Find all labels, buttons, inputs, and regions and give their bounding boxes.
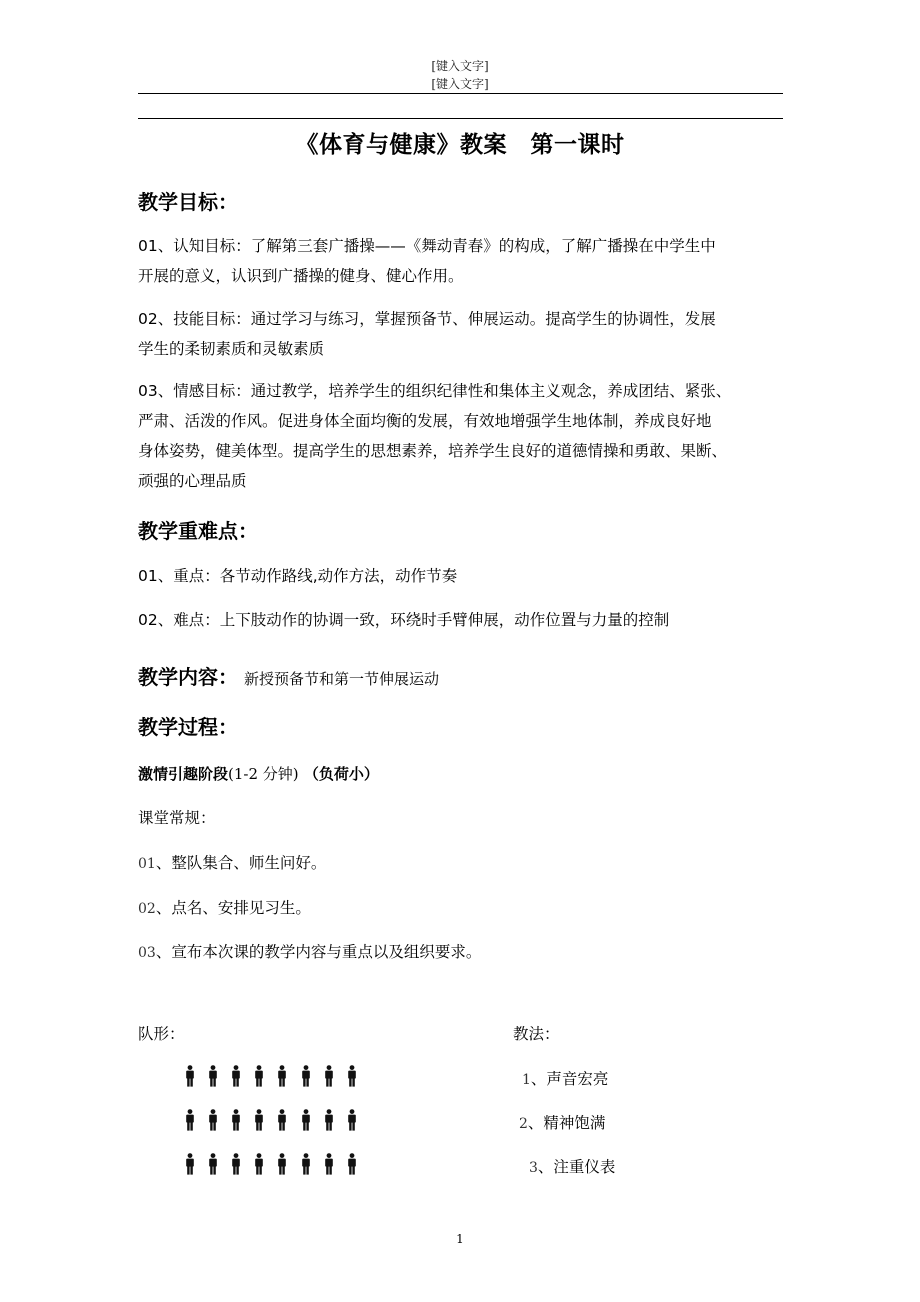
teaching-3-num: 3 xyxy=(529,1160,538,1176)
title-rule xyxy=(138,118,783,119)
person-icon xyxy=(224,1153,247,1177)
content-heading-label: 教学内容： xyxy=(138,665,238,689)
person-icon xyxy=(178,1065,201,1089)
stage-title xyxy=(138,763,379,784)
goal-2-line-2: 学生的柔韧素质和灵敏素质 xyxy=(138,340,325,358)
person-icon xyxy=(178,1109,201,1133)
keypoint-item-1 xyxy=(138,561,798,591)
keypoint-item-2 xyxy=(138,605,798,635)
content-heading xyxy=(138,661,439,690)
teaching-3-text: 、注重仪表 xyxy=(537,1158,616,1176)
formation-row-1 xyxy=(178,1065,364,1089)
person-icon xyxy=(248,1153,271,1177)
routine-label: 课堂常规： xyxy=(138,809,216,827)
goal-3-line-3: 身体姿势，健美体型。提高学生的思想素养，培养学生良好的道德情操和勇敢、果断、 xyxy=(138,442,728,460)
person-icon xyxy=(340,1065,363,1089)
formation-label: 队形： xyxy=(138,1025,185,1043)
person-icon xyxy=(224,1065,247,1089)
person-icon xyxy=(294,1109,317,1133)
person-icon xyxy=(340,1153,363,1177)
formation-row-2 xyxy=(178,1109,364,1133)
person-icon xyxy=(201,1153,224,1177)
goal-3-line-4: 顽强的心理品质 xyxy=(138,472,247,490)
goal-2-line-1: 02、技能目标：通过学习与练习，掌握预备节、伸展运动。提高学生的协调性，发展 xyxy=(138,310,716,328)
stage-time: (1-2 分钟) xyxy=(228,765,299,783)
routine-item-2 xyxy=(138,896,311,918)
stage-load: （负荷小） xyxy=(303,765,379,783)
person-icon xyxy=(317,1065,340,1089)
goal-1-line-1: 01、认知目标：了解第三套广播操——《舞动青春》的构成，了解广播操在中学生中 xyxy=(138,237,716,255)
routine-item-1 xyxy=(138,851,326,873)
routine-2-text: 、点名、安排见习生。 xyxy=(155,899,311,917)
goal-1-line-2: 开展的意义，认识到广播操的健身、健心作用。 xyxy=(138,267,464,285)
teaching-item-3 xyxy=(529,1155,615,1177)
header-line-1: [键入文字] xyxy=(431,59,489,73)
person-icon xyxy=(248,1109,271,1133)
person-icon xyxy=(317,1153,340,1177)
person-icon xyxy=(201,1065,224,1089)
routine-1-num: 01 xyxy=(138,856,156,872)
person-icon xyxy=(271,1109,294,1133)
goal-item-2 xyxy=(138,304,798,364)
routine-3-num: 03 xyxy=(138,945,156,961)
goal-item-3 xyxy=(138,376,798,496)
teaching-2-num: 2 xyxy=(519,1116,528,1132)
goal-3-line-1: 03、情感目标：通过教学，培养学生的组织纪律性和集体主义观念，养成团结、紧张、 xyxy=(138,382,732,400)
goals-heading: 教学目标： xyxy=(138,190,238,214)
stage-name: 激情引趣阶段 xyxy=(138,765,229,783)
keypoint-1-text: 01、重点：各节动作路线,动作方法，动作节奏 xyxy=(138,567,458,585)
header-rule xyxy=(138,93,783,94)
person-icon xyxy=(317,1109,340,1133)
formation-row-3 xyxy=(178,1153,364,1177)
routine-3-text: 、宣布本次课的教学内容与重点以及组织要求。 xyxy=(155,943,482,961)
routine-1-text: 、整队集合、师生问好。 xyxy=(155,854,327,872)
person-icon xyxy=(224,1109,247,1133)
keypoint-2-text: 02、难点：上下肢动作的协调一致，环绕时手臂伸展，动作位置与力量的控制 xyxy=(138,611,670,629)
teaching-label: 教法： xyxy=(513,1025,560,1043)
header-line-2: [键入文字] xyxy=(431,77,489,91)
goal-item-1 xyxy=(138,231,798,291)
routine-2-num: 02 xyxy=(138,901,156,917)
person-icon xyxy=(340,1109,363,1133)
person-icon xyxy=(248,1065,271,1089)
teaching-1-num: 1 xyxy=(522,1072,531,1088)
person-icon xyxy=(178,1153,201,1177)
goal-3-line-2: 严肃、活泼的作风。促进身体全面均衡的发展，有效地增强学生地体制，养成良好地 xyxy=(138,412,712,430)
teaching-1-text: 、声音宏亮 xyxy=(530,1070,609,1088)
person-icon xyxy=(271,1153,294,1177)
teaching-2-text: 、精神饱满 xyxy=(527,1114,606,1132)
content-text: 新授预备节和第一节伸展运动 xyxy=(244,670,440,688)
teaching-item-2 xyxy=(519,1111,605,1133)
page-number: 1 xyxy=(456,1232,464,1246)
teaching-item-1 xyxy=(522,1067,608,1089)
person-icon xyxy=(271,1065,294,1089)
person-icon xyxy=(294,1153,317,1177)
process-heading: 教学过程： xyxy=(138,715,238,739)
person-icon xyxy=(294,1065,317,1089)
person-icon xyxy=(201,1109,224,1133)
page-title: 《体育与健康》教案 第一课时 xyxy=(295,132,625,158)
keypoints-heading: 教学重难点： xyxy=(138,519,258,543)
routine-item-3 xyxy=(138,940,481,962)
